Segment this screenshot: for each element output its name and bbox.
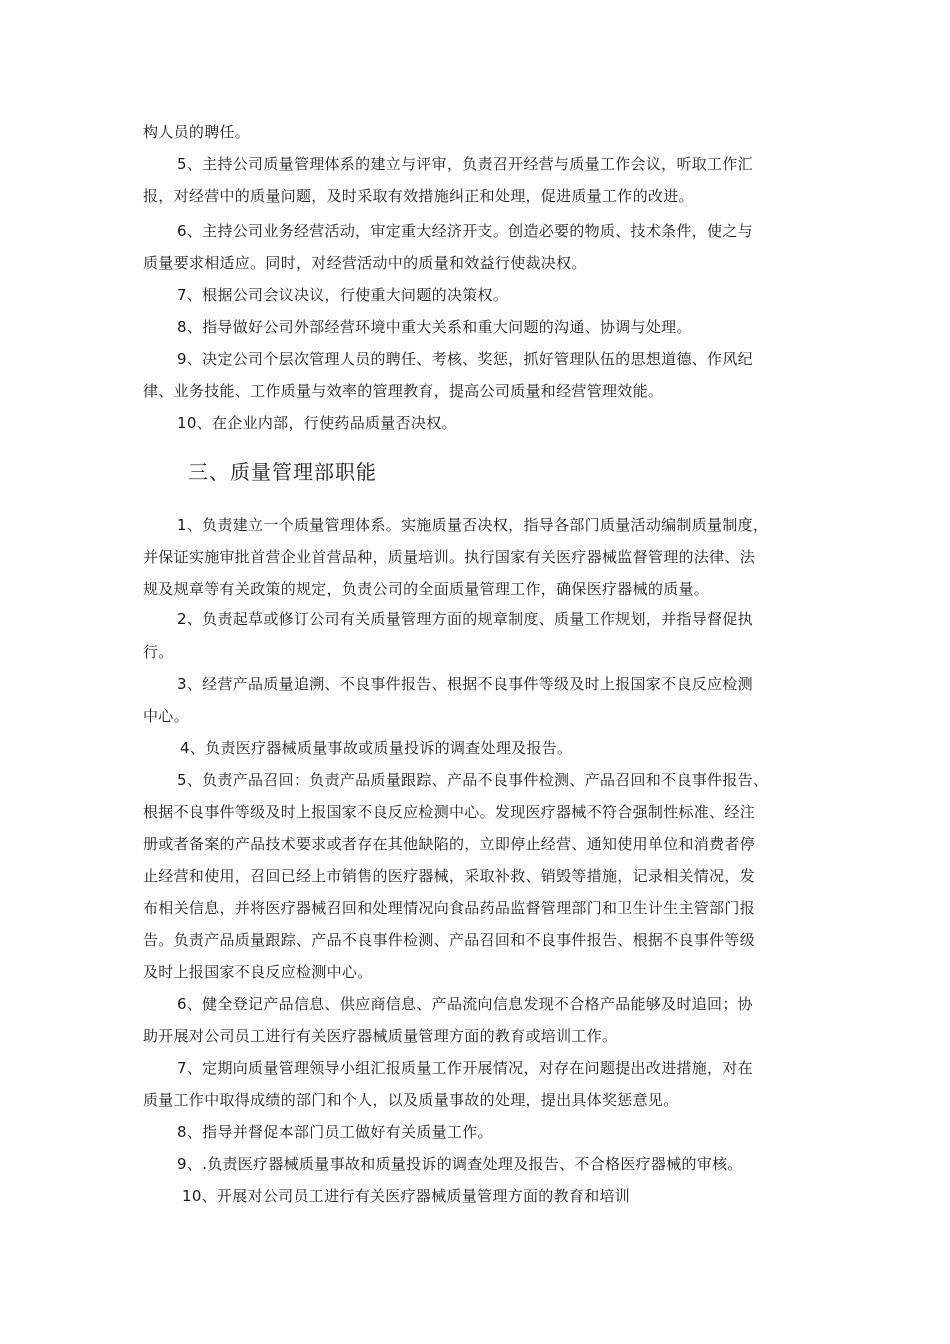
text-line: 构人员的聘任。 <box>143 123 251 141</box>
text-line: 中心。 <box>143 707 189 725</box>
text-line: 助开展对公司员工进行有关医疗器械质量管理方面的教育或培训工作。 <box>143 1027 618 1045</box>
text-line: 止经营和使用，召回已经上市销售的医疗器械，采取补救、销毁等措施，记录相关情况，发 <box>143 867 756 885</box>
text-line: 行。 <box>143 643 174 661</box>
text-line: 4、负责医疗器械质量事故或质量投诉的调查处理及报告。 <box>180 739 573 757</box>
text-line: 质量工作中取得成绩的部门和个人，以及质量事故的处理，提出具体奖惩意见。 <box>143 1091 679 1109</box>
text-line: 并保证实施审批首营企业首营品种，质量培训。执行国家有关医疗器械监督管理的法律、法 <box>143 548 756 566</box>
text-line: 7、根据公司会议决议，行使重大问题的决策权。 <box>177 286 509 304</box>
text-line: 册或者备案的产品技术要求或者存在其他缺陷的，立即停止经营、通知使用单位和消费者停 <box>143 835 756 853</box>
text-line: 律、业务技能、工作质量与效率的管理教育，提高公司质量和经营管理效能。 <box>143 382 664 400</box>
text-line: 根据不良事件等级及时上报国家不良反应检测中心。发现医疗器械不符合强制性标准、经注 <box>143 803 756 821</box>
text-line: 质量要求相适应。同时，对经营活动中的质量和效益行使裁决权。 <box>143 254 587 272</box>
text-line: 5、主持公司质量管理体系的建立与评审，负责召开经营与质量工作会议，听取工作汇 <box>177 155 753 173</box>
text-line: 布相关信息，并将医疗器械召回和处理情况向食品药品监督管理部门和卫生计生主管部门报 <box>143 899 756 917</box>
text-line: 2、负责起草或修订公司有关质量管理方面的规章制度、质量工作规划，并指导督促执 <box>177 610 753 628</box>
text-line: 8、指导做好公司外部经营环境中重大关系和重大问题的沟通、协调与处理。 <box>177 318 692 336</box>
text-line: 规及规章等有关政策的规定，负责公司的全面质量管理工作，确保医疗器械的质量。 <box>143 580 710 598</box>
text-line: 及时上报国家不良反应检测中心。 <box>143 963 373 981</box>
text-line: 7、定期向质量管理领导小组汇报质量工作开展情况，对存在问题提出改进措施，对在 <box>177 1059 753 1077</box>
text-line: 10、在企业内部，行使药品质量否决权。 <box>177 414 457 432</box>
text-line: 9、决定公司个层次管理人员的聘任、考核、奖惩，抓好管理队伍的思想道德、作风纪 <box>177 350 753 368</box>
text-line: 10、开展对公司员工进行有关医疗器械质量管理方面的教育和培训 <box>182 1187 631 1205</box>
section-heading: 三、质量管理部职能 <box>188 460 377 484</box>
text-line: 5、负责产品召回：负责产品质量跟踪、产品不良事件检测、产品召回和不良事件报告、 <box>177 771 769 789</box>
text-line: 6、健全登记产品信息、供应商信息、产品流向信息发现不合格产品能够及时追回；协 <box>177 995 753 1013</box>
text-line: 1、负责建立一个质量管理体系。实施质量否决权，指导各部门质量活动编制质量制度， <box>177 516 769 534</box>
text-line: 6、主持公司业务经营活动，审定重大经济开支。创造必要的物质、技术条件，使之与 <box>177 222 753 240</box>
text-line: 3、经营产品质量追溯、不良事件报告、根据不良事件等级及时上报国家不良反应检测 <box>177 675 753 693</box>
text-line: 8、指导并督促本部门员工做好有关质量工作。 <box>177 1123 493 1141</box>
text-line: 报，对经营中的质量问题，及时采取有效措施纠正和处理，促进质量工作的改进。 <box>143 187 694 205</box>
text-line: 告。负责产品质量跟踪、产品不良事件检测、产品召回和不良事件报告、根据不良事件等级 <box>143 931 756 949</box>
text-line: 9、.负责医疗器械质量事故和质量投诉的调查处理及报告、不合格医疗器械的审核。 <box>177 1155 743 1173</box>
